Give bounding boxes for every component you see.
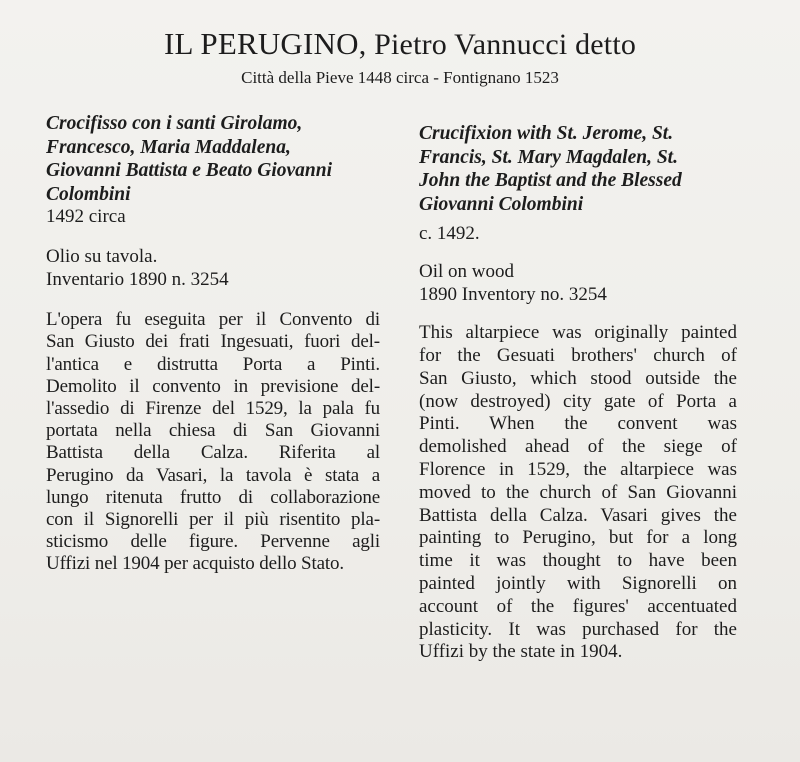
english-date: c. 1492. [419,223,480,244]
english-description [419,322,737,664]
italian-title-line: Francesco, Maria Maddalena, [46,136,291,158]
italian-description-line: L'opera fu eseguita per il Convento di [46,309,380,331]
english-title-line: Crucifixion with St. Jerome, St. [419,123,674,144]
italian-description-line: portata nella chiesa di San Giovanni [46,420,380,442]
artist-name: IL PERUGINO [163,26,359,61]
italian-inventory: Inventario 1890 n. 3254 [46,268,229,290]
italian-medium: Olio su tavola. [46,246,158,268]
english-title-line: Francis, St. Mary Magdalen, St. [419,146,678,168]
italian-description-line: l'assedio di Firenze del 1529, la pala fu [46,398,380,420]
italian-description-line: Perugino da Vasari, la tavola è stata a [46,464,380,486]
english-description-line: This altarpiece was originally painted [419,322,737,344]
english-description-line: painting to Perugino, but for a long [419,527,737,549]
italian-title-line: Giovanni Battista e Beato Giovanni [46,160,333,181]
english-description-line: demolished ahead of the siege of [419,436,737,458]
english-description-line: Pinti. When the convent was [419,413,737,435]
english-description-line: moved to the church of San Giovanni [419,481,737,503]
artist-fullname: , Pietro Vannucci detto [358,28,637,61]
english-artwork-title [419,122,737,216]
italian-description-line: l'antica e distrutta Porta a Pinti. [46,353,380,375]
english-medium: Oil on wood [419,261,514,283]
italian-title-line: Colombini [46,183,131,205]
english-description-line: account of the figures' accentuated [419,595,737,617]
italian-description-line: Demolito il convento in previsione del- [46,375,380,397]
english-description-line: time it was thought to have been [419,550,737,572]
italian-description [46,309,380,575]
artist-title [0,26,800,63]
italian-column [46,112,380,576]
artist-lifespan: Città della Pieve 1448 circa - Fontignano 1523 [241,68,559,87]
english-description-line: (now destroyed) city gate of Porta a [419,390,737,412]
italian-description-line: San Giusto dei frati Ingesuati, fuori del- [46,331,380,353]
label-header [0,26,800,89]
english-column [419,122,737,664]
english-title-line: Giovanni Colombini [419,193,584,215]
italian-description-line: sticismo delle figure. Pervenne agli [46,531,380,553]
english-description-line: Battista della Calza. Vasari gives the [419,504,737,526]
english-description-line: Uffizi by the state in 1904. [419,641,623,663]
italian-description-line: lungo ritenuta frutto di collaborazione [46,486,380,508]
english-inventory: 1890 Inventory no. 3254 [419,283,607,305]
italian-date: 1492 circa [46,206,126,227]
italian-description-line: Uffizi nel 1904 per acquisto dello Stato. [46,553,344,575]
english-description-line: San Giusto, which stood outside the [419,367,737,389]
italian-description-line: con il Signorelli per il più risentito pla- [46,509,380,531]
english-title-line: John the Baptist and the Blessed [419,170,682,191]
english-description-line: Florence in 1529, the altarpiece was [419,459,737,480]
italian-title-line: Crocifisso con i santi Girolamo, [46,113,303,134]
english-description-line: plasticity. It was purchased for the [419,618,737,640]
english-medium-block [419,261,737,306]
italian-artwork-title [46,112,380,206]
italian-description-line: Battista della Calza. Riferita al [46,442,380,464]
italian-medium-block [46,246,380,291]
english-description-line: for the Gesuati brothers' church of [419,345,737,367]
english-description-line: painted jointly with Signorelli on [419,572,737,594]
